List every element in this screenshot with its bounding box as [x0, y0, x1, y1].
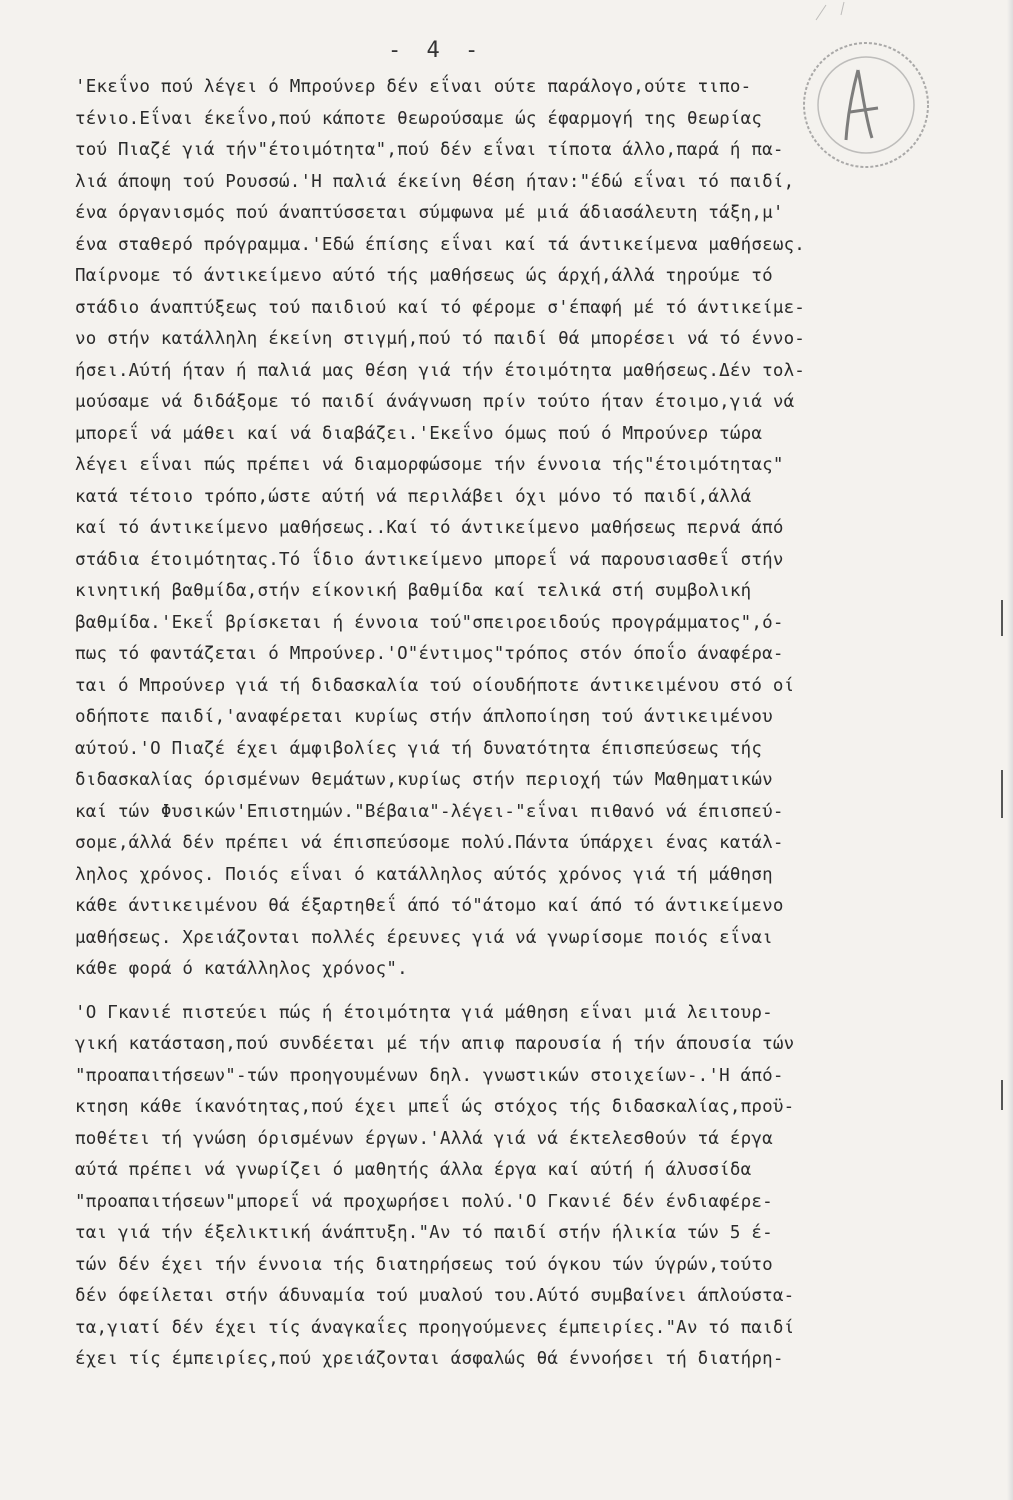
text-line: στάδια έτοιμότητας.Τό ΐδιο άντικείμενο μπορεΐ νά παρουσιασθεΐ στήν — [75, 549, 784, 570]
text-line: ποθέτει τή γνώση όρισμένων έργων.'Αλλά γιά νά έκτελεσθούν τά έργα — [75, 1128, 773, 1149]
text-line: τένιο.Εΐναι έκεΐνο,πού κάποτε θεωρούσαμε ώς έφαρμογή της θεωρίας — [75, 108, 763, 129]
page-number: - 4 - — [388, 38, 485, 63]
text-line: μπορεΐ νά μάθει καί νά διαβάζει.'Εκεΐνο όμως πού ό Μπρούνερ τώρα — [75, 423, 763, 444]
text-line: οδήποτε παιδί,'αναφέρεται κυρίως στήν άπλοποίηση τού άντικειμένου — [75, 707, 773, 727]
text-line: "προαπαιτήσεων"-τών προηγουμένων δηλ. γνωστικών στοιχείων-.'Η άπό- — [75, 1065, 784, 1086]
text-line: γική κατάσταση,πού συνδέεται μέ τήν απιφ παρουσία ή τήν άπουσία τών — [75, 1034, 795, 1054]
text-line: τού Πιαζέ γιά τήν"έτοιμότητα",πού δέν εΐναι τίποτα άλλο,παρά ή πα- — [75, 140, 784, 160]
text-line: 'Εκεΐνο πού λέγει ό Μπρούνερ δέν εΐναι ούτε παράλογο,ούτε τιπο- — [75, 77, 752, 97]
text-line: νο στήν κατάλληλη έκείνη στιγμή,πού τό παιδί θά μπορέσει νά τό έννο- — [75, 329, 806, 349]
margin-line — [1001, 1080, 1003, 1110]
text-line: δέν όφείλεται στήν άδυναμία τού μυαλού του.Αύτό συμβαίνει άπλούστα- — [75, 1286, 795, 1306]
paragraph-1 — [75, 72, 975, 986]
text-line: ληλος χρόνος. Ποιός εΐναι ό κατάλληλος αύτός χρόνος γιά τή μάθηση — [75, 864, 773, 885]
text-line: καί τών Φυσικών'Επιστημών."Βέβαια"-λέγει-"εΐναι πιθανό νά έπισπεύ- — [75, 801, 784, 822]
text-line: 'Ο Γκανιέ πιστεύει πώς ή έτοιμότητα γιά μάθηση εΐναι μιά λειτουρ- — [75, 1002, 773, 1023]
text-line: ται ό Μπρούνερ γιά τή διδασκαλία τού οίουδήποτε άντικειμένου στό οί — [75, 675, 795, 696]
text-line: έχει τίς έμπειρίες,πού χρειάζονται άσφαλώς θά έννοήσει τή διατήρη- — [75, 1349, 784, 1369]
text-line: τα,γιατί δέν έχει τίς άναγκαΐες προηγούμενες έμπειρίες."Αν τό παιδί — [75, 1317, 795, 1338]
text-line: μαθήσεως. Χρειάζονται πολλές έρευνες γιά νά γνωρίσομε ποιός εΐναι — [75, 927, 773, 948]
text-line: στάδιο άναπτύξεως τού παιδιού καί τό φέρομε σ'έπαφή μέ τό άντικείμε- — [75, 297, 806, 318]
text-line: "προαπαιτήσεων"μπορεΐ νά προχωρήσει πολύ.'Ο Γκανιέ δέν ένδιαφέρε- — [75, 1191, 773, 1212]
text-line: τών δέν έχει τήν έννοια τής διατηρήσεως τού όγκου τών ύγρών,τούτο — [75, 1254, 773, 1275]
text-line: αύτού.'Ο Πιαζέ έχει άμφιβολίες γιά τή δυνατότητα έπισπεύσεως τής — [75, 738, 763, 759]
body-text — [75, 72, 975, 1376]
text-line: λιά άποψη τού Ρουσσώ.'Η παλιά έκείνη θέση ήταν:"έδώ εΐναι τό παιδί, — [75, 171, 795, 192]
text-line: κάθε φορά ό κατάλληλος χρόνος". — [75, 959, 408, 979]
text-line: μούσαμε νά διδάξομε τό παιδί άνάγνωση πρίν τούτο ήταν έτοιμο,γιά νά — [75, 392, 795, 412]
paragraph-gap — [75, 986, 975, 998]
paragraph-2 — [75, 998, 975, 1376]
margin-line — [1001, 600, 1003, 636]
text-line: ται γιά τήν έξελικτική άνάπτυξη."Αν τό παιδί στήν ήλικία τών 5 έ- — [75, 1223, 773, 1243]
scan-edge — [1007, 0, 1013, 1500]
text-line: κατά τέτοιο τρόπο,ώστε αύτή νά περιλάβει όχι μόνο τό παιδί,άλλά — [75, 486, 752, 507]
text-line: ήσει.Αύτή ήταν ή παλιά μας θέση γιά τήν έτοιμότητα μαθήσεως.Δέν τολ- — [75, 360, 806, 381]
text-line: πως τό φαντάζεται ό Μπρούνερ.'Ο"έντιμος"τρόπος στόν όποΐο άναφέρα- — [75, 644, 784, 664]
text-line: καί τό άντικείμενο μαθήσεως..Καί τό άντικείμενο μαθήσεως περνά άπό — [75, 518, 784, 538]
text-line: αύτά πρέπει νά γνωρίζει ό μαθητής άλλα έργα καί αύτή ή άλυσσίδα — [75, 1160, 752, 1180]
text-line: Παίρνομε τό άντικείμενο αύτό τής μαθήσεως ώς άρχή,άλλά τηρούμε τό — [75, 266, 773, 286]
text-line: κάθε άντικειμένου θά έξαρτηθεΐ άπό τό"άτομο καί άπό τό άντικείμενο — [75, 896, 784, 916]
text-line: λέγει εΐναι πώς πρέπει νά διαμορφώσομε τήν έννοια τής"έτοιμότητας" — [75, 455, 784, 475]
text-line: κινητική βαθμίδα,στήν είκονική βαθμίδα καί τελικά στή συμβολική — [75, 581, 752, 601]
text-line: κτηση κάθε ίκανότητας,πού έχει μπεΐ ώς στόχος τής διδασκαλίας,προϋ- — [75, 1097, 795, 1117]
text-line: ένα όργανισμός πού άναπτύσσεται σύμφωνα μέ μιά άδιασάλευτη τάξη,μ' — [75, 203, 784, 223]
margin-line — [1001, 770, 1003, 818]
text-line: ένα σταθερό πρόγραμμα.'Εδώ έπίσης εΐναι καί τά άντικείμενα μαθήσεως. — [75, 234, 806, 255]
text-line: βαθμίδα.'Εκεΐ βρίσκεται ή έννοια τού"σπειροειδούς προγράμματος",ό- — [75, 612, 784, 633]
text-line: διδασκαλίας όρισμένων θεμάτων,κυρίως στήν περιοχή τών Μαθηματικών — [75, 770, 773, 790]
text-line: σομε,άλλά δέν πρέπει νά έπισπεύσομε πολύ.Πάντα ύπάρχει ένας κατάλ- — [75, 833, 784, 853]
